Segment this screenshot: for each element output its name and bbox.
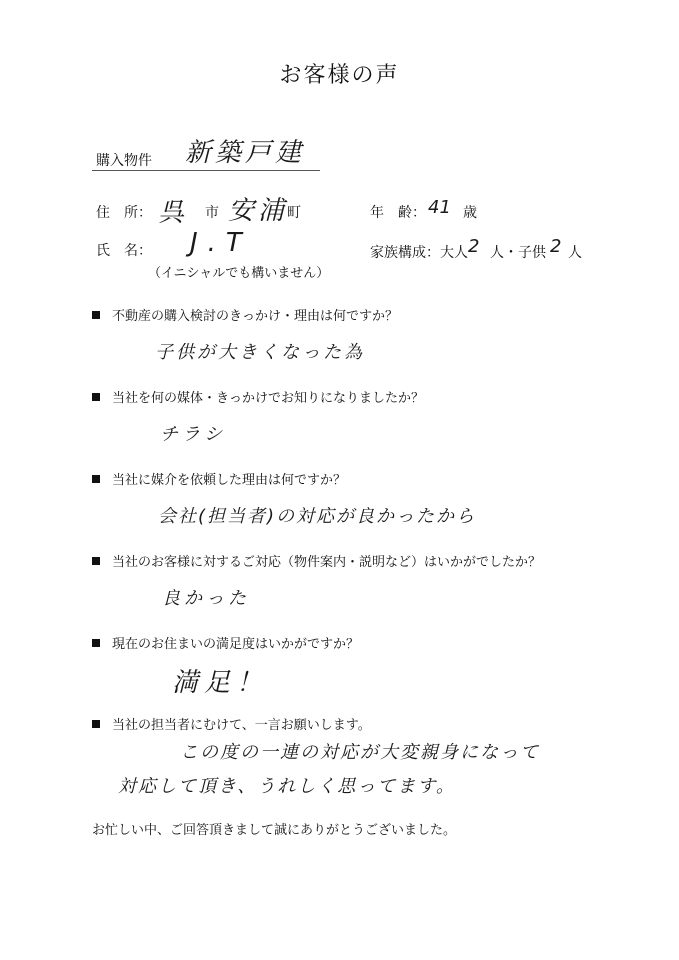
question-3-text: 当社に媒介を依頼した理由は何ですか？ xyxy=(112,473,347,488)
bullet-square-icon xyxy=(92,311,100,319)
bullet-square-icon xyxy=(92,557,100,565)
bullet-square-icon xyxy=(92,720,100,728)
family-child-label: 子供 xyxy=(518,245,546,261)
answer-5: 満足！ xyxy=(172,668,269,698)
family-adult-value: 2 xyxy=(468,236,480,257)
family-adult-label: 大人 xyxy=(440,245,468,261)
property-value: 新築戸建 xyxy=(185,138,306,168)
family-child-value: 2 xyxy=(550,236,562,257)
bullet-square-icon xyxy=(92,393,100,401)
question-6-text: 当社の担当者にむけて、一言お願いします。 xyxy=(112,718,371,733)
question-2-text: 当社を何の媒体・きっかけでお知りになりましたか？ xyxy=(112,391,425,406)
family-label: 家族構成： xyxy=(370,245,440,261)
family-child-unit: 人 xyxy=(568,245,582,261)
address-town-suffix: 町 xyxy=(287,205,301,221)
address-label: 住 所： xyxy=(96,205,152,221)
question-5-text: 現在のお住まいの満足度はいかがですか？ xyxy=(112,637,360,652)
question-2 xyxy=(92,387,424,406)
answer-6-line-2: 対応して頂き、うれしく思ってます。 xyxy=(118,776,456,797)
property-label: 購入物件 xyxy=(96,153,152,169)
answer-2: チラシ xyxy=(160,424,226,445)
closing-message: お忙しい中、ご回答頂きまして誠にありがとうございました。 xyxy=(92,823,457,838)
name-note: （イニシャルでも構いません） xyxy=(148,266,330,281)
age-value: 41 xyxy=(428,197,451,218)
question-4-text: 当社のお客様に対するご対応（物件案内・説明など）はいかがでしたか？ xyxy=(112,555,542,570)
address-town: 安浦 xyxy=(228,196,289,226)
name-value: J.T xyxy=(190,228,252,258)
age-label: 年 齢： xyxy=(370,205,426,221)
page-title: お客様の声 xyxy=(279,63,400,88)
family-adult-unit: 人・ xyxy=(490,245,518,261)
age-unit: 歳 xyxy=(463,205,477,221)
answer-4: 良かった xyxy=(162,588,250,609)
address-city-suffix: 市 xyxy=(205,205,219,221)
answer-1: 子供が大きくなった為 xyxy=(155,342,365,363)
question-5 xyxy=(92,633,359,652)
address-city: 呉 xyxy=(158,198,185,228)
question-1 xyxy=(92,305,398,324)
question-1-text: 不動産の購入検討のきっかけ・理由は何ですか？ xyxy=(112,309,399,324)
question-4 xyxy=(92,551,541,570)
question-6 xyxy=(92,714,371,733)
answer-6-line-1: この度の一連の対応が大変親身になって xyxy=(180,742,540,763)
bullet-square-icon xyxy=(92,639,100,647)
answer-3: 会社(担当者)の対応が良かったから xyxy=(158,506,477,527)
property-underline xyxy=(92,170,320,171)
question-3 xyxy=(92,469,346,488)
bullet-square-icon xyxy=(92,475,100,483)
name-label: 氏 名： xyxy=(96,243,152,259)
